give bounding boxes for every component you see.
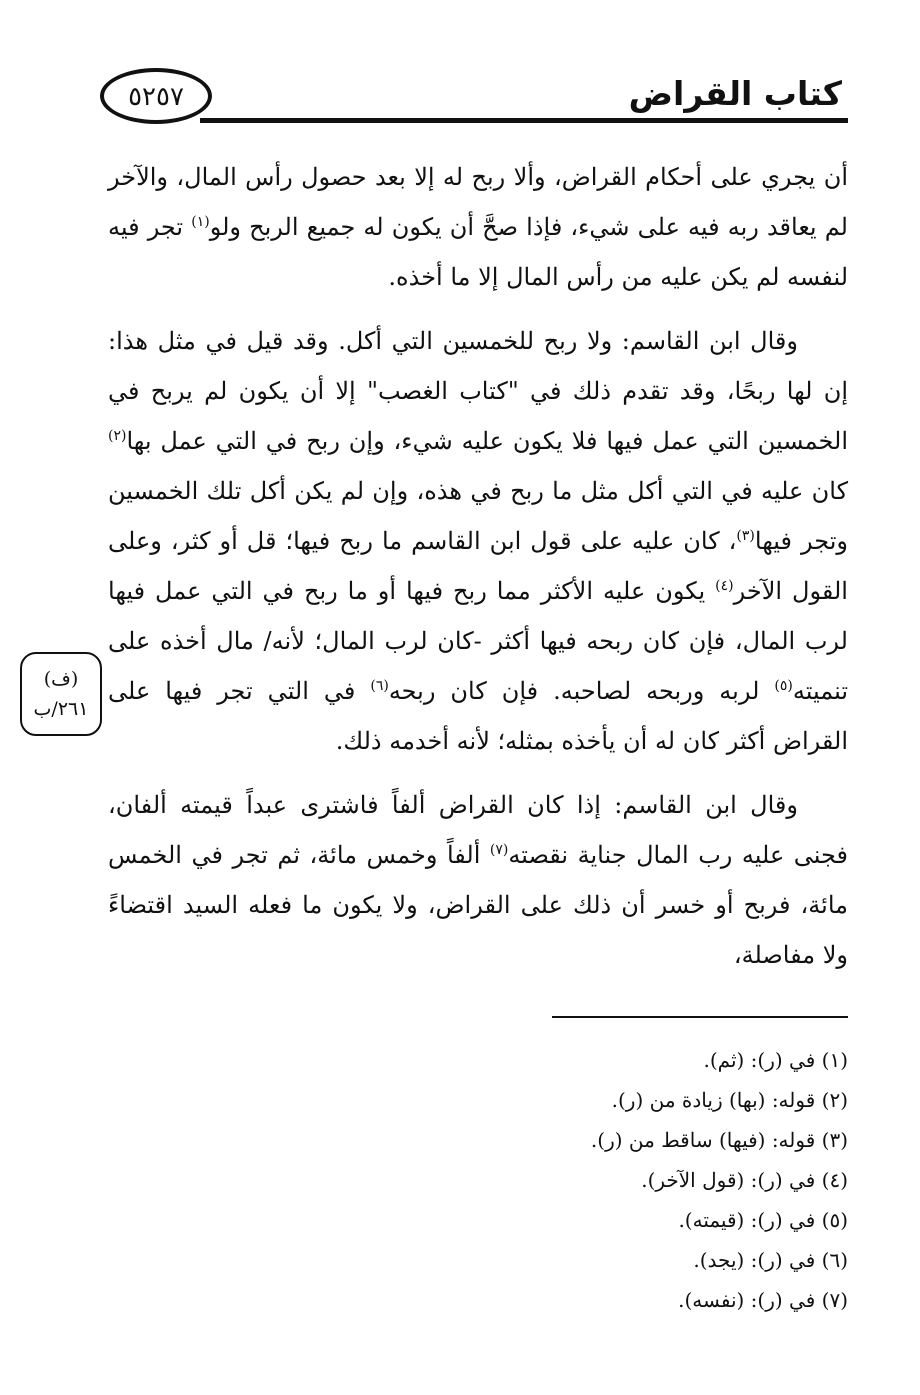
footnotes — [148, 1040, 848, 1320]
footnote-4: (٤) في (ر): (قول الآخر). — [641, 1168, 848, 1192]
footnote-reference: (٥) — [774, 678, 793, 694]
footnote-7: (٧) في (ر): (نفسه). — [678, 1288, 848, 1312]
page-number-oval — [100, 68, 212, 124]
text-run: كان عليه في التي أكل مثل ما ربح في هذه، وإن لم يكن أكل تلك الخمسين وتجر فيها — [108, 477, 848, 555]
folio-siglum: (ف) — [43, 668, 79, 690]
footnote-6: (٦) في (ر): (يجد). — [693, 1248, 848, 1272]
paragraph-3 — [108, 780, 848, 980]
text-run: ألفاً وخمس مائة، ثم تجر في الخمس مائة، فربح أو خسر أن ذلك على القراض، ولا يكون ما فعله السيد اقتضاءً ولا مفاصلة، — [108, 841, 848, 969]
paragraph-1 — [108, 152, 848, 302]
manuscript-folio-marker — [20, 652, 102, 736]
footnote-3: (٣) قوله: (فيها) ساقط من (ر). — [590, 1128, 848, 1152]
footnote-reference: (٢) — [108, 428, 127, 444]
text-run: يكون عليه الأكثر مما ربح فيها أو ما ربح في التي عمل فيها لرب المال، فإن كان ربحه فيها أكثر -كان لرب المال؛ لأنه/ مال أخذه على تنميته — [108, 577, 848, 705]
text-run: أن يجري على أحكام القراض، وألا ربح له إلا بعد حصول رأس المال، والآخر لم يعاقد ربه فيه على شيء، فإذا صحَّ أن يكون له جميع الربح ولو — [108, 163, 848, 241]
footnote-separator — [552, 1016, 848, 1018]
footnote-2: (٢) قوله: (بها) زيادة من (ر). — [611, 1088, 848, 1112]
page-number: ٥٢٥٧ — [128, 82, 184, 112]
text-run: لربه وربحه لصاحبه. فإن كان ربحه — [388, 677, 775, 705]
text-run: تجر فيه لنفسه لم يكن عليه من رأس المال إلا ما أخذه. — [108, 213, 848, 291]
chapter-title: كتاب القراض — [628, 74, 842, 113]
paragraph-2 — [108, 316, 848, 766]
body-text — [108, 152, 848, 980]
footnote-reference: (٧) — [489, 842, 509, 858]
footnote-5: (٥) في (ر): (قيمته). — [678, 1208, 848, 1232]
text-run: في التي تجر فيها على القراض أكثر كان له أن يأخذه بمثله؛ لأنه أخدمه ذلك. — [108, 677, 848, 755]
text-run: ، كان عليه على قول ابن القاسم ما ربح فيها؛ قل أو كثر، وعلى القول الآخر — [108, 527, 848, 605]
header-rule — [200, 118, 848, 123]
footnote-reference: (٦) — [370, 678, 389, 694]
text-run: وقال ابن القاسم: إذا كان القراض ألفاً فاشترى عبداً قيمته ألفان، فجنى عليه رب المال جناية نقصته — [108, 791, 848, 869]
footnote-reference: (١) — [191, 214, 210, 230]
footnote-reference: (٣) — [736, 528, 755, 544]
text-run: وقال ابن القاسم: ولا ربح للخمسين التي أكل. وقد قيل في مثل هذا: إن لها ربحًا، وقد تقدم ذلك في "كتاب الغصب" إلا أن يكون لم يربح في الخمسين التي عمل فيها فلا يكون عليه شيء، وإن ربح في التي عمل بها — [108, 327, 848, 455]
footnote-reference: (٤) — [715, 578, 734, 594]
folio-number: ٢٦١/ب — [33, 698, 89, 720]
footnote-1: (١) في (ر): (ثم). — [703, 1048, 848, 1072]
